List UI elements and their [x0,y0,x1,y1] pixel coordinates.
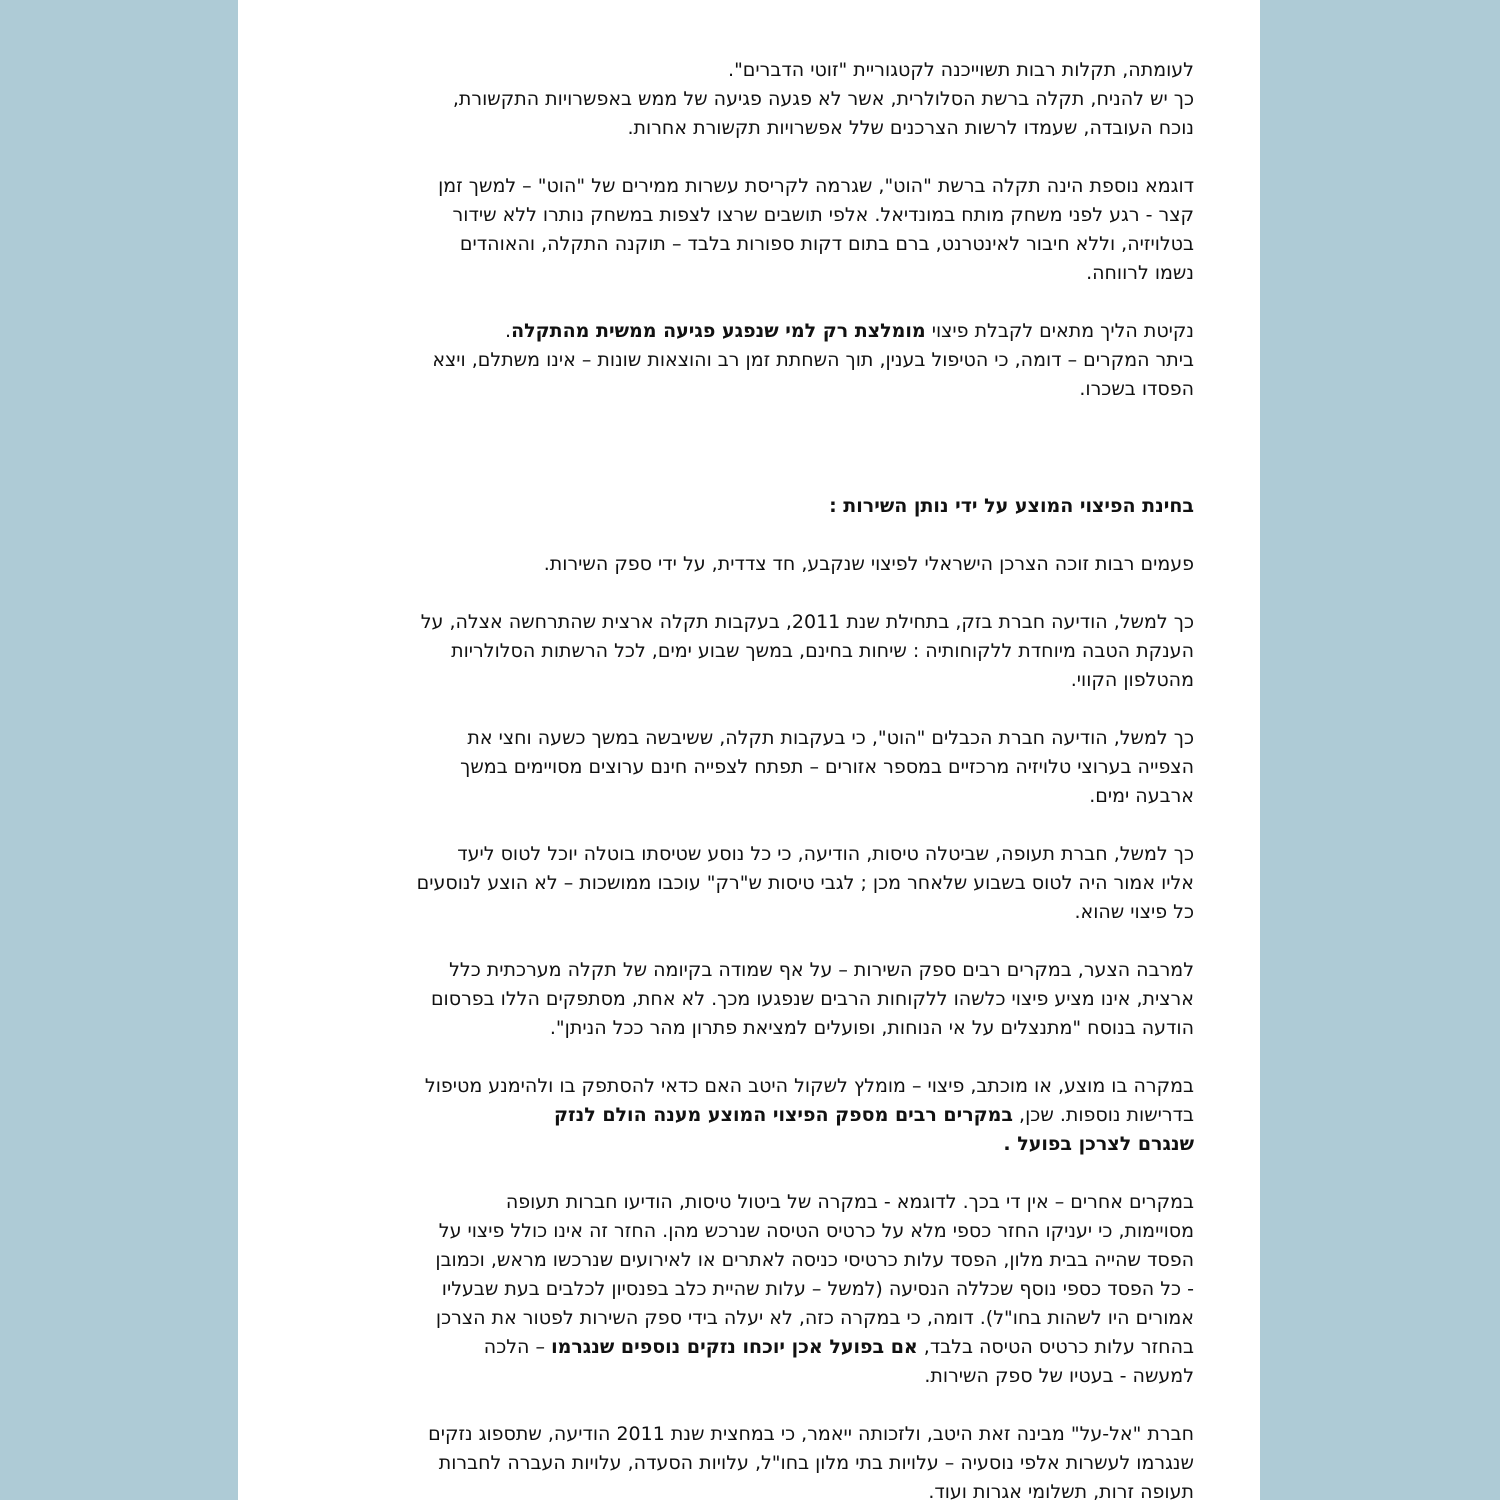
paragraph-hot-example [294,172,1194,288]
text-line: הודעה בנוסח "מתנצלים על אי הנוחות, ופועלים למציאת פתרון מהר ככל הניתן". [549,1017,1194,1039]
text-line: כך למשל, הודיעה חברת הכבלים "הוט", כי בעקבות תקלה, ששיבשה במשך כשעה וחצי את [467,727,1194,749]
text-line: כך למשל, חברת תעופה, שביטלה טיסות, הודיעה, כי כל נוסע שטיסתו בוטלה יוכל לטוס ליעד [457,843,1194,865]
text-run: בהחזר עלות כרטיס הטיסה בלבד, [917,1336,1194,1358]
text-line: הצפייה בערוצי טלויזיה מרכזיים במספר אזורים – תפתח לצפייה חינם ערוצים מסויימים במשך [460,756,1194,778]
text-line: בטלויזיה, וללא חיבור לאינטרנט, ברם בתום דקות ספורות בלבד – תוקנה התקלה, והאוהדים [459,233,1194,255]
text-line: למרבה הצער, במקרים רבים ספק השירות – על אף שמודה בקיומה של תקלה מערכתית כלל [449,959,1194,981]
paragraph-no-compensation [294,956,1194,1043]
paragraph-offered-compensation [294,1072,1194,1159]
text-line: אליו אמור היה לטוס בשבוע שלאחר מכן ; לגבי טיסות ש"רק" עוכבו ממושכות – לא הוצע לנוסעים [416,872,1194,894]
text-run: נקיטת הליך מתאים לקבלת פיצוי [925,320,1194,342]
text-line: נוכח העובדה, שעמדו לרשות הצרכנים שלל אפשרויות תקשורת אחרות. [627,117,1194,139]
text-line [294,1130,1194,1159]
text-line: ביתר המקרים – דומה, כי הטיפול בענין, תוך השחתת זמן רב והוצאות שונות – אינו משתלם, ויצא [432,349,1194,371]
text-line: נשמו לרווחה. [1086,262,1194,284]
text-line: לעומתה, תקלות רבות תשוייכנה לקטגוריית "זוטי הדברים". [728,59,1194,81]
text-line: דוגמא נוספת הינה תקלה ברשת "הוט", שגרמה לקריסת עשרות ממירים של "הוט" – למשך זמן [438,175,1194,197]
text-line: הפסדו בשכרו. [1079,378,1194,400]
text-line: מסויימות, כי יעניקו החזר כספי מלא על כרטיס הטיסה שנרכש מהן. החזר זה אינו כולל פיצוי על [438,1220,1194,1242]
paragraph-airline-example [294,840,1194,927]
paragraph-intro [294,550,1194,579]
text-line: ארבעה ימים. [1089,785,1194,807]
paragraph-other-cases [294,1188,1194,1391]
text-line [294,1333,1194,1362]
text-line: מהטלפון הקווי. [1070,669,1194,691]
text-line [294,317,1194,346]
bold-emphasis: מומלצת רק למי שנפגע פגיעה ממשית מהתקלה [511,320,926,342]
text-line: הפסד שהייה בבית מלון, הפסד עלות כרטיסי כניסה לאתרים או לאירועים שנרכשו מראש, וכמובן [435,1249,1194,1271]
text-run: בדרישות נוספות. שכן, [1013,1104,1194,1126]
text-line: הענקת הטבה מיוחדת ללקוחותיה : שיחות בחינם, במשך שבוע ימים, לכל הרשתות הסלולריות [451,640,1194,662]
text-line: חברת "אל-על" מבינה זאת היטב, ולזכותה ייאמר, כי במחצית שנת 2011 הודיעה, שתספוג נזקים [428,1423,1194,1445]
text-run: . [505,320,512,342]
text-line: שנגרמו לעשרות אלפי נוסעיה – עלויות בתי מלון בחו"ל, עלויות הסעדה, עלויות העברה לחברות [438,1452,1194,1474]
document-page [238,0,1260,1500]
paragraph-cable-example [294,724,1194,811]
text-line: תעופה זרות, תשלומי אגרות ועוד. [928,1481,1194,1500]
document-body [294,56,1194,1500]
bold-emphasis: במקרים רבים מספק הפיצוי המוצע מענה הולם לנזק [554,1104,1014,1126]
text-line [294,1101,1194,1130]
text-line: למעשה - בעטיו של ספק השירות. [924,1365,1194,1387]
text-line: ארצית, אינו מציע פיצוי כלשהו ללקוחות הרבים שנפגעו מכך. לא אחת, מסתפקים הללו בפרסום [430,988,1194,1010]
text-line: במקרה בו מוצע, או מוכתב, פיצוי – מומלץ לשקול היטב האם כדאי להסתפק בו ולהימנע מטיפול [424,1075,1194,1097]
paragraph-elal-example [294,1420,1194,1500]
text-run: – הלכה [483,1336,552,1358]
text-line: - כל הפסד כספי נוסף שכללה הנסיעה (למשל – עלות שהיית כלב בפנסיון לכלבים בעת שבעליו [441,1278,1194,1300]
text-line: במקרים אחרים – אין די בכך. לדוגמא - במקרה של ביטול טיסות, הודיעו חברות תעופה [505,1191,1194,1213]
text-line: אמורים היו לשהות בחו"ל). דומה, כי במקרה כזה, לא יעלה בידי ספק השירות לפטור את הצרכן [435,1307,1194,1329]
paragraph-recommendation [294,317,1194,404]
paragraph-minor-faults [294,56,1194,143]
text-line: כל פיצוי שהוא. [1074,901,1194,923]
text-line: כך יש להניח, תקלה ברשת הסלולרית, אשר לא פגעה פגיעה של ממש באפשרויות התקשורת, [452,88,1194,110]
paragraph-bezeq-example [294,608,1194,695]
text-line: קצר - רגע לפני משחק מותח במונדיאל. אלפי תושבים שרצו לצפות במשחק נותרו ללא שידור [452,204,1194,226]
bold-emphasis: שנגרם לצרכן בפועל . [1003,1133,1194,1155]
section-heading: בחינת הפיצוי המוצע על ידי נותן השירות : [829,495,1194,517]
text-line: פעמים רבות זוכה הצרכן הישראלי לפיצוי שנקבע, חד צדדית, על ידי ספק השירות. [543,553,1194,575]
text-line: כך למשל, הודיעה חברת בזק, בתחילת שנת 2011, בעקבות תקלה ארצית שהתרחשה אצלה, על [420,611,1194,633]
bold-emphasis: אם בפועל אכן יוכחו נזקים נוספים שנגרמו [551,1336,918,1358]
